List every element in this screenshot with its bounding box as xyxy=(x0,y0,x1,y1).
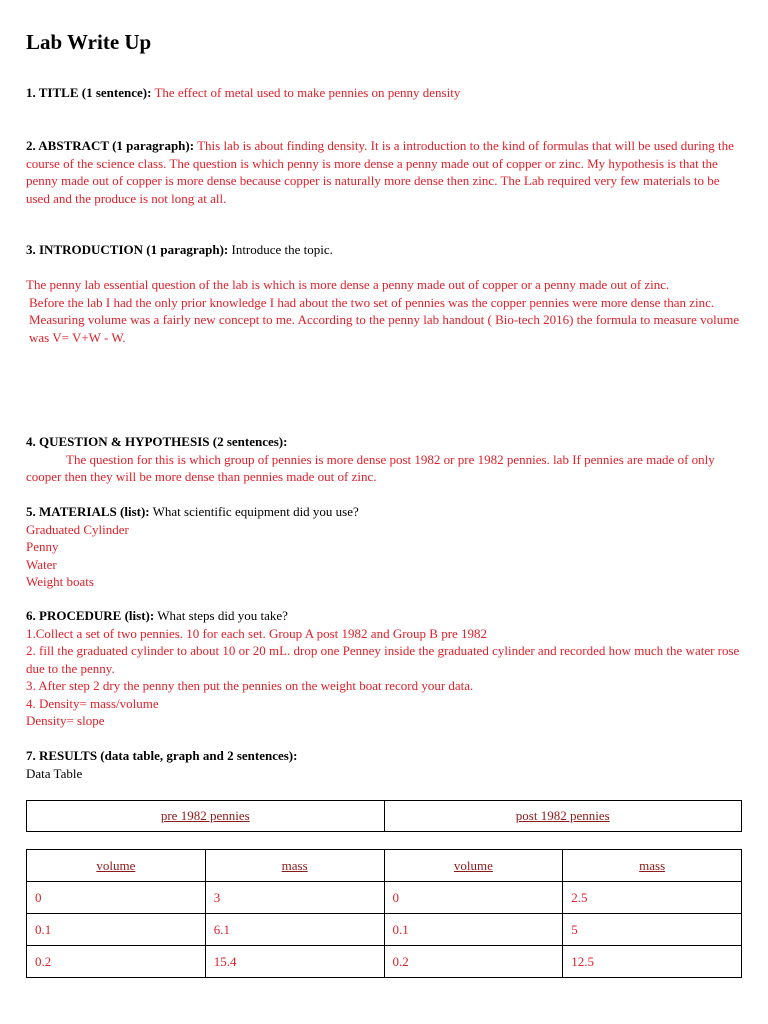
column-header: mass xyxy=(639,857,666,873)
group-header-cell xyxy=(384,801,742,832)
table-row xyxy=(27,882,742,914)
column-header: volume xyxy=(96,857,136,873)
header-cell xyxy=(384,850,563,882)
abstract-label: 2. ABSTRACT (1 paragraph): xyxy=(26,138,195,153)
title-section xyxy=(26,84,744,102)
material-item: Weight boats xyxy=(26,574,94,589)
procedure-step: Density= slope xyxy=(26,713,105,728)
group-header-pre-1982: pre 1982 pennies xyxy=(160,808,250,823)
question-text: The question for this is which group of pennies is more dense post 1982 or pre 1982 pennies. lab If pennies are made of only cooper then they will be more dense than pennies made out of zinc. xyxy=(26,451,715,484)
material-item: Penny xyxy=(26,539,59,554)
results-label: 7. RESULTS (data table, graph and 2 sentences): xyxy=(26,748,298,763)
question-label: 4. QUESTION & HYPOTHESIS (2 sentences): xyxy=(26,434,288,449)
table-cell: 0.2 xyxy=(27,946,206,978)
procedure-step: 1.Collect a set of two pennies. 10 for each set. Group A post 1982 and Group B pre 1982 xyxy=(26,625,488,641)
table-cell: 0.1 xyxy=(27,914,206,946)
document-title: Lab Write Up xyxy=(26,30,152,54)
procedure-step: 3. After step 2 dry the penny then put the pennies on the weight boat record your data. xyxy=(26,678,474,693)
column-header: volume xyxy=(453,857,493,873)
results-subtitle: Data Table xyxy=(26,765,83,781)
table-cell: 3 xyxy=(205,882,384,914)
materials-prompt: What scientific equipment did you use? xyxy=(152,504,359,519)
introduction-section xyxy=(26,241,744,259)
title-label: 1. TITLE (1 sentence): xyxy=(26,85,152,100)
abstract-section xyxy=(26,137,744,207)
material-item: Water xyxy=(26,556,57,572)
header-cell xyxy=(563,850,742,882)
table-cell: 2.5 xyxy=(563,882,742,914)
table-cell: 15.4 xyxy=(205,946,384,978)
results-section xyxy=(26,747,744,782)
table-row xyxy=(27,914,742,946)
question-section xyxy=(26,433,744,486)
group-header-cell xyxy=(27,801,385,832)
introduction-label: 3. INTRODUCTION (1 paragraph): xyxy=(26,242,229,257)
procedure-step: 4. Density= mass/volume xyxy=(26,695,159,711)
table-cell: 0 xyxy=(27,882,206,914)
table-header-row xyxy=(27,850,742,882)
abstract-text: This lab is about finding density. It is a introduction to the kind of formulas that will be used during the course of the science class. The question is which penny is more dense a penny made out of copper or zinc. My hypothesis is that the penny made out of copper is more dense because copper is naturally more dense then zinc. The Lab required very few materials to be used and the produce is not long at all. xyxy=(26,138,734,206)
procedure-label: 6. PROCEDURE (list): xyxy=(26,608,155,623)
materials-label: 5. MATERIALS (list): xyxy=(26,504,150,519)
material-item: Graduated Cylinder xyxy=(26,521,129,537)
table-cell: 0 xyxy=(384,882,563,914)
group-header-table xyxy=(26,800,742,832)
table-cell: 5 xyxy=(563,914,742,946)
introduction-prompt: Introduce the topic. xyxy=(231,242,333,257)
table-cell: 0.1 xyxy=(384,914,563,946)
table-cell: 12.5 xyxy=(563,946,742,978)
procedure-step: 2. fill the graduated cylinder to about 10 or 20 mL. drop one Penney inside the graduated cylinder and recorded how much the water rose due to the penny. xyxy=(26,643,740,676)
header-cell xyxy=(27,850,206,882)
title-text: The effect of metal used to make pennies on penny density xyxy=(154,85,461,100)
table-cell: 0.2 xyxy=(384,946,563,978)
group-header-post-1982: post 1982 pennies xyxy=(515,808,610,823)
table-cell: 6.1 xyxy=(205,914,384,946)
column-header: mass xyxy=(281,857,308,873)
introduction-body xyxy=(26,276,744,346)
procedure-prompt: What steps did you take? xyxy=(157,608,288,623)
data-table xyxy=(26,849,742,978)
introduction-line-2: Before the lab I had the only prior knowledge I had about the two set of pennies was the copper pennies were more dense than zinc. Measuring volume was a fairly new concept to me. According to the penny lab handout ( Bio-tech 2016) the formula to measure volume was V= V+W - W. xyxy=(29,294,740,345)
procedure-section xyxy=(26,607,744,730)
header-cell xyxy=(205,850,384,882)
table-row xyxy=(27,946,742,978)
materials-section xyxy=(26,503,744,591)
introduction-line-1: The penny lab essential question of the lab is which is more dense a penny made out of copper or a penny made out of zinc. xyxy=(26,277,670,292)
